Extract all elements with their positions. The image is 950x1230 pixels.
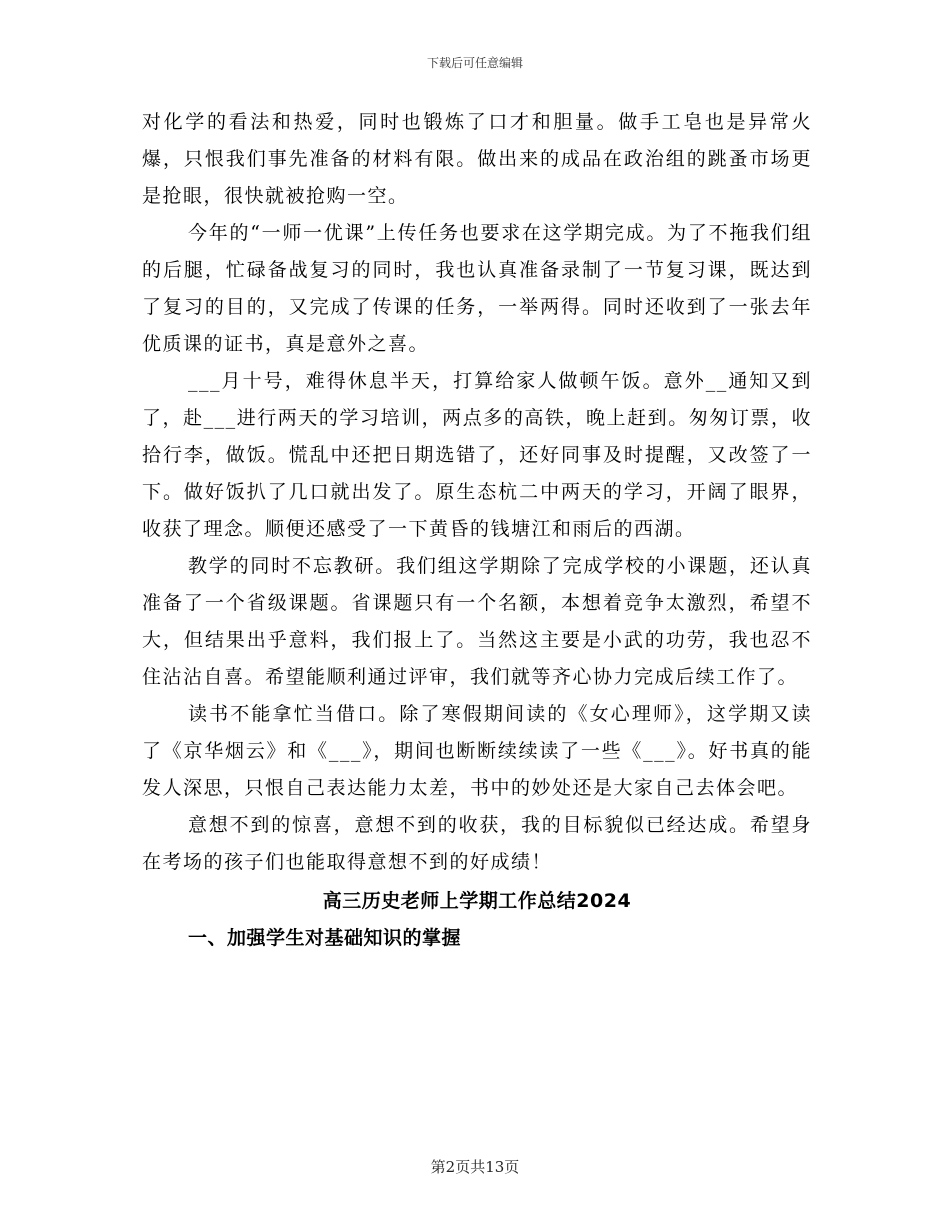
paragraph-training-trip: ___月十号，难得休息半天，打算给家人做顿午饭。意外__通知又到了，赴___进行两天的学习培训，两点多的高铁，晚上赶到。匆匆订票，收拾行李，做饭。慌乱中还把日期选错了，还好同事及时提醒，又改签了一下。做好饭扒了几口就出发了。原生态杭二中两天的学习，开阔了眼界，收获了理念。顺便还感受了一下黄昏的钱塘江和雨后的西湖。 (142, 370, 812, 540)
paragraph-research: 教学的同时不忘教研。我们组这学期除了完成学校的小课题，还认真准备了一个省级课题。省课题只有一个名额，本想着竞争太激烈，希望不大，但结果出乎意料，我们报上了。当然这主要是小武的功劳，我也忍不住沾沾自喜。希望能顺利通过评审，我们就等齐心协力完成后续工作了。 (142, 555, 812, 688)
document-title: 高三历史老师上学期工作总结2024 (322, 890, 632, 912)
paragraph-conclusion: 意想不到的惊喜，意想不到的收获，我的目标貌似已经达成。希望身在考场的孩子们也能取得意想不到的好成绩！ (142, 814, 812, 873)
paragraph-upload-task: 今年的“一师一优课”上传任务也要求在这学期完成。为了不拖我们组的后腿，忙碌备战复习的同时，我也认真准备录制了一节复习课，既达到了复习的目的，又完成了传课的任务，一举两得。同时还收到了一张去年优质课的证书，真是意外之喜。 (142, 222, 812, 355)
page-number: 第2页共13页 (430, 1158, 520, 1176)
paragraph-continued: 对化学的看法和热爱，同时也锻炼了口才和胆量。做手工皂也是异常火爆，只恨我们事先准备的材料有限。做出来的成品在政治组的跳蚤市场更是抢眼，很快就被抢购一空。 (142, 111, 812, 207)
section-heading: 一、加强学生对基础知识的掌握 (188, 927, 462, 949)
paragraph-reading: 读书不能拿忙当借口。除了寒假期间读的《女心理师》，这学期又读了《京华烟云》和《___》，期间也断断续续读了一些《___》。好书真的能发人深思，只恨自己表达能力太差，书中的妙处还是大家自己去体会吧。 (142, 703, 812, 799)
document-body (142, 104, 812, 957)
page-header-note: 下载后可任意编辑 (426, 56, 523, 70)
